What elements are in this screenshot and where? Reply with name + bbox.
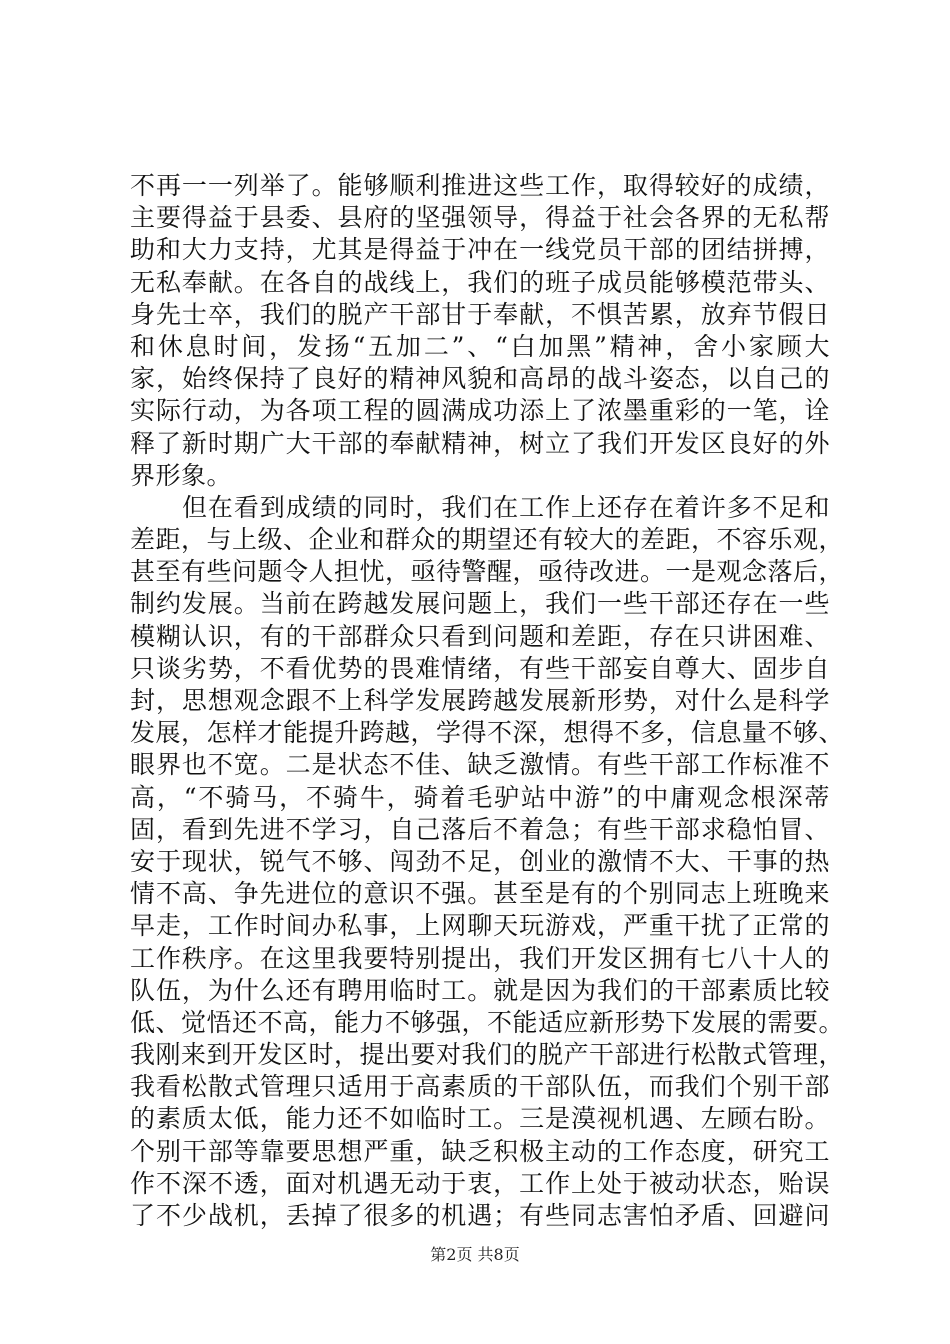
text-line: 早走，工作时间办私事，上网聊天玩游戏，严重干扰了正常的 <box>130 911 830 941</box>
text-line: 实际行动，为各项工程的圆满成功添上了浓墨重彩的一笔，诠 <box>130 396 830 426</box>
text-line: 身先士卒，我们的脱产干部甘于奉献，不惧苦累，放弃节假日 <box>130 299 830 329</box>
text-line: 模糊认识，有的干部群众只看到问题和差距，存在只讲困难、 <box>130 621 830 651</box>
text-line: 家，始终保持了良好的精神风貌和高昂的战斗姿态，以自己的 <box>130 364 830 394</box>
text-line: 工作秩序。在这里我要特别提出，我们开发区拥有七八十人的 <box>130 943 830 973</box>
text-line: 甚至有些问题令人担忧，亟待警醒，亟待改进。一是观念落后， <box>130 557 845 587</box>
text-line: 我看松散式管理只适用于高素质的干部队伍，而我们个别干部 <box>130 1072 830 1102</box>
text-line: 我刚来到开发区时，提出要对我们的脱产干部进行松散式管理， <box>130 1040 845 1070</box>
page-number: 第2页 共8页 <box>430 1245 520 1264</box>
text-line: 作不深不透，面对机遇无动于衷，工作上处于被动状态，贻误 <box>130 1168 830 1198</box>
text-line: 队伍，为什么还有聘用临时工。就是因为我们的干部素质比较 <box>130 975 830 1005</box>
text-line: 低、觉悟还不高，能力不够强，不能适应新形势下发展的需要。 <box>130 1007 845 1037</box>
text-line: 情不高、争先进位的意识不强。甚至是有的个别同志上班晚来 <box>130 879 830 909</box>
text-line: 释了新时期广大干部的奉献精神，树立了我们开发区良好的外 <box>130 428 830 458</box>
text-line: 了不少战机，丢掉了很多的机遇；有些同志害怕矛盾、回避问 <box>130 1201 830 1230</box>
text-line: 主要得益于县委、县府的坚强领导，得益于社会各界的无私帮 <box>130 203 830 233</box>
text-line: 固，看到先进不学习，自己落后不着急；有些干部求稳怕冒、 <box>130 814 830 844</box>
text-line: 眼界也不宽。二是状态不佳、缺乏激情。有些干部工作标准不 <box>130 750 830 780</box>
text-line: 个别干部等靠要思想严重，缺乏积极主动的工作态度，研究工 <box>130 1136 830 1166</box>
text-line: 的素质太低，能力还不如临时工。三是漠视机遇、左顾右盼。 <box>130 1104 830 1134</box>
text-line: 制约发展。当前在跨越发展问题上，我们一些干部还存在一些 <box>130 589 830 619</box>
text-line: 差距，与上级、企业和群众的期望还有较大的差距，不容乐观， <box>130 525 845 555</box>
text-line: 助和大力支持，尤其是得益于冲在一线党员干部的团结拼搏， <box>130 235 830 265</box>
text-line: 发展，怎样才能提升跨越，学得不深，想得不多，信息量不够、 <box>130 718 845 748</box>
page-footer <box>0 1245 950 1265</box>
body-text <box>130 170 845 1232</box>
text-line: 安于现状，锐气不够、闯劲不足，创业的激情不大、干事的热 <box>130 846 830 876</box>
text-line: 不再一一列举了。能够顺利推进这些工作，取得较好的成绩， <box>130 171 830 200</box>
text-line: 界形象。 <box>130 460 233 490</box>
text-line: 只谈劣势，不看优势的畏难情绪，有些干部妄自尊大、固步自 <box>130 653 830 683</box>
text-line: 和休息时间，发扬“五加二”、“白加黑”精神，舍小家顾大 <box>130 331 830 361</box>
text-line: 但在看到成绩的同时，我们在工作上还存在着许多不足和 <box>182 492 830 522</box>
text-line: 无私奉献。在各自的战线上，我们的班子成员能够模范带头、 <box>130 267 830 297</box>
text-line: 高，“不骑马，不骑牛，骑着毛驴站中游”的中庸观念根深蒂 <box>130 782 830 812</box>
text-line: 封，思想观念跟不上科学发展跨越发展新形势，对什么是科学 <box>130 686 830 715</box>
